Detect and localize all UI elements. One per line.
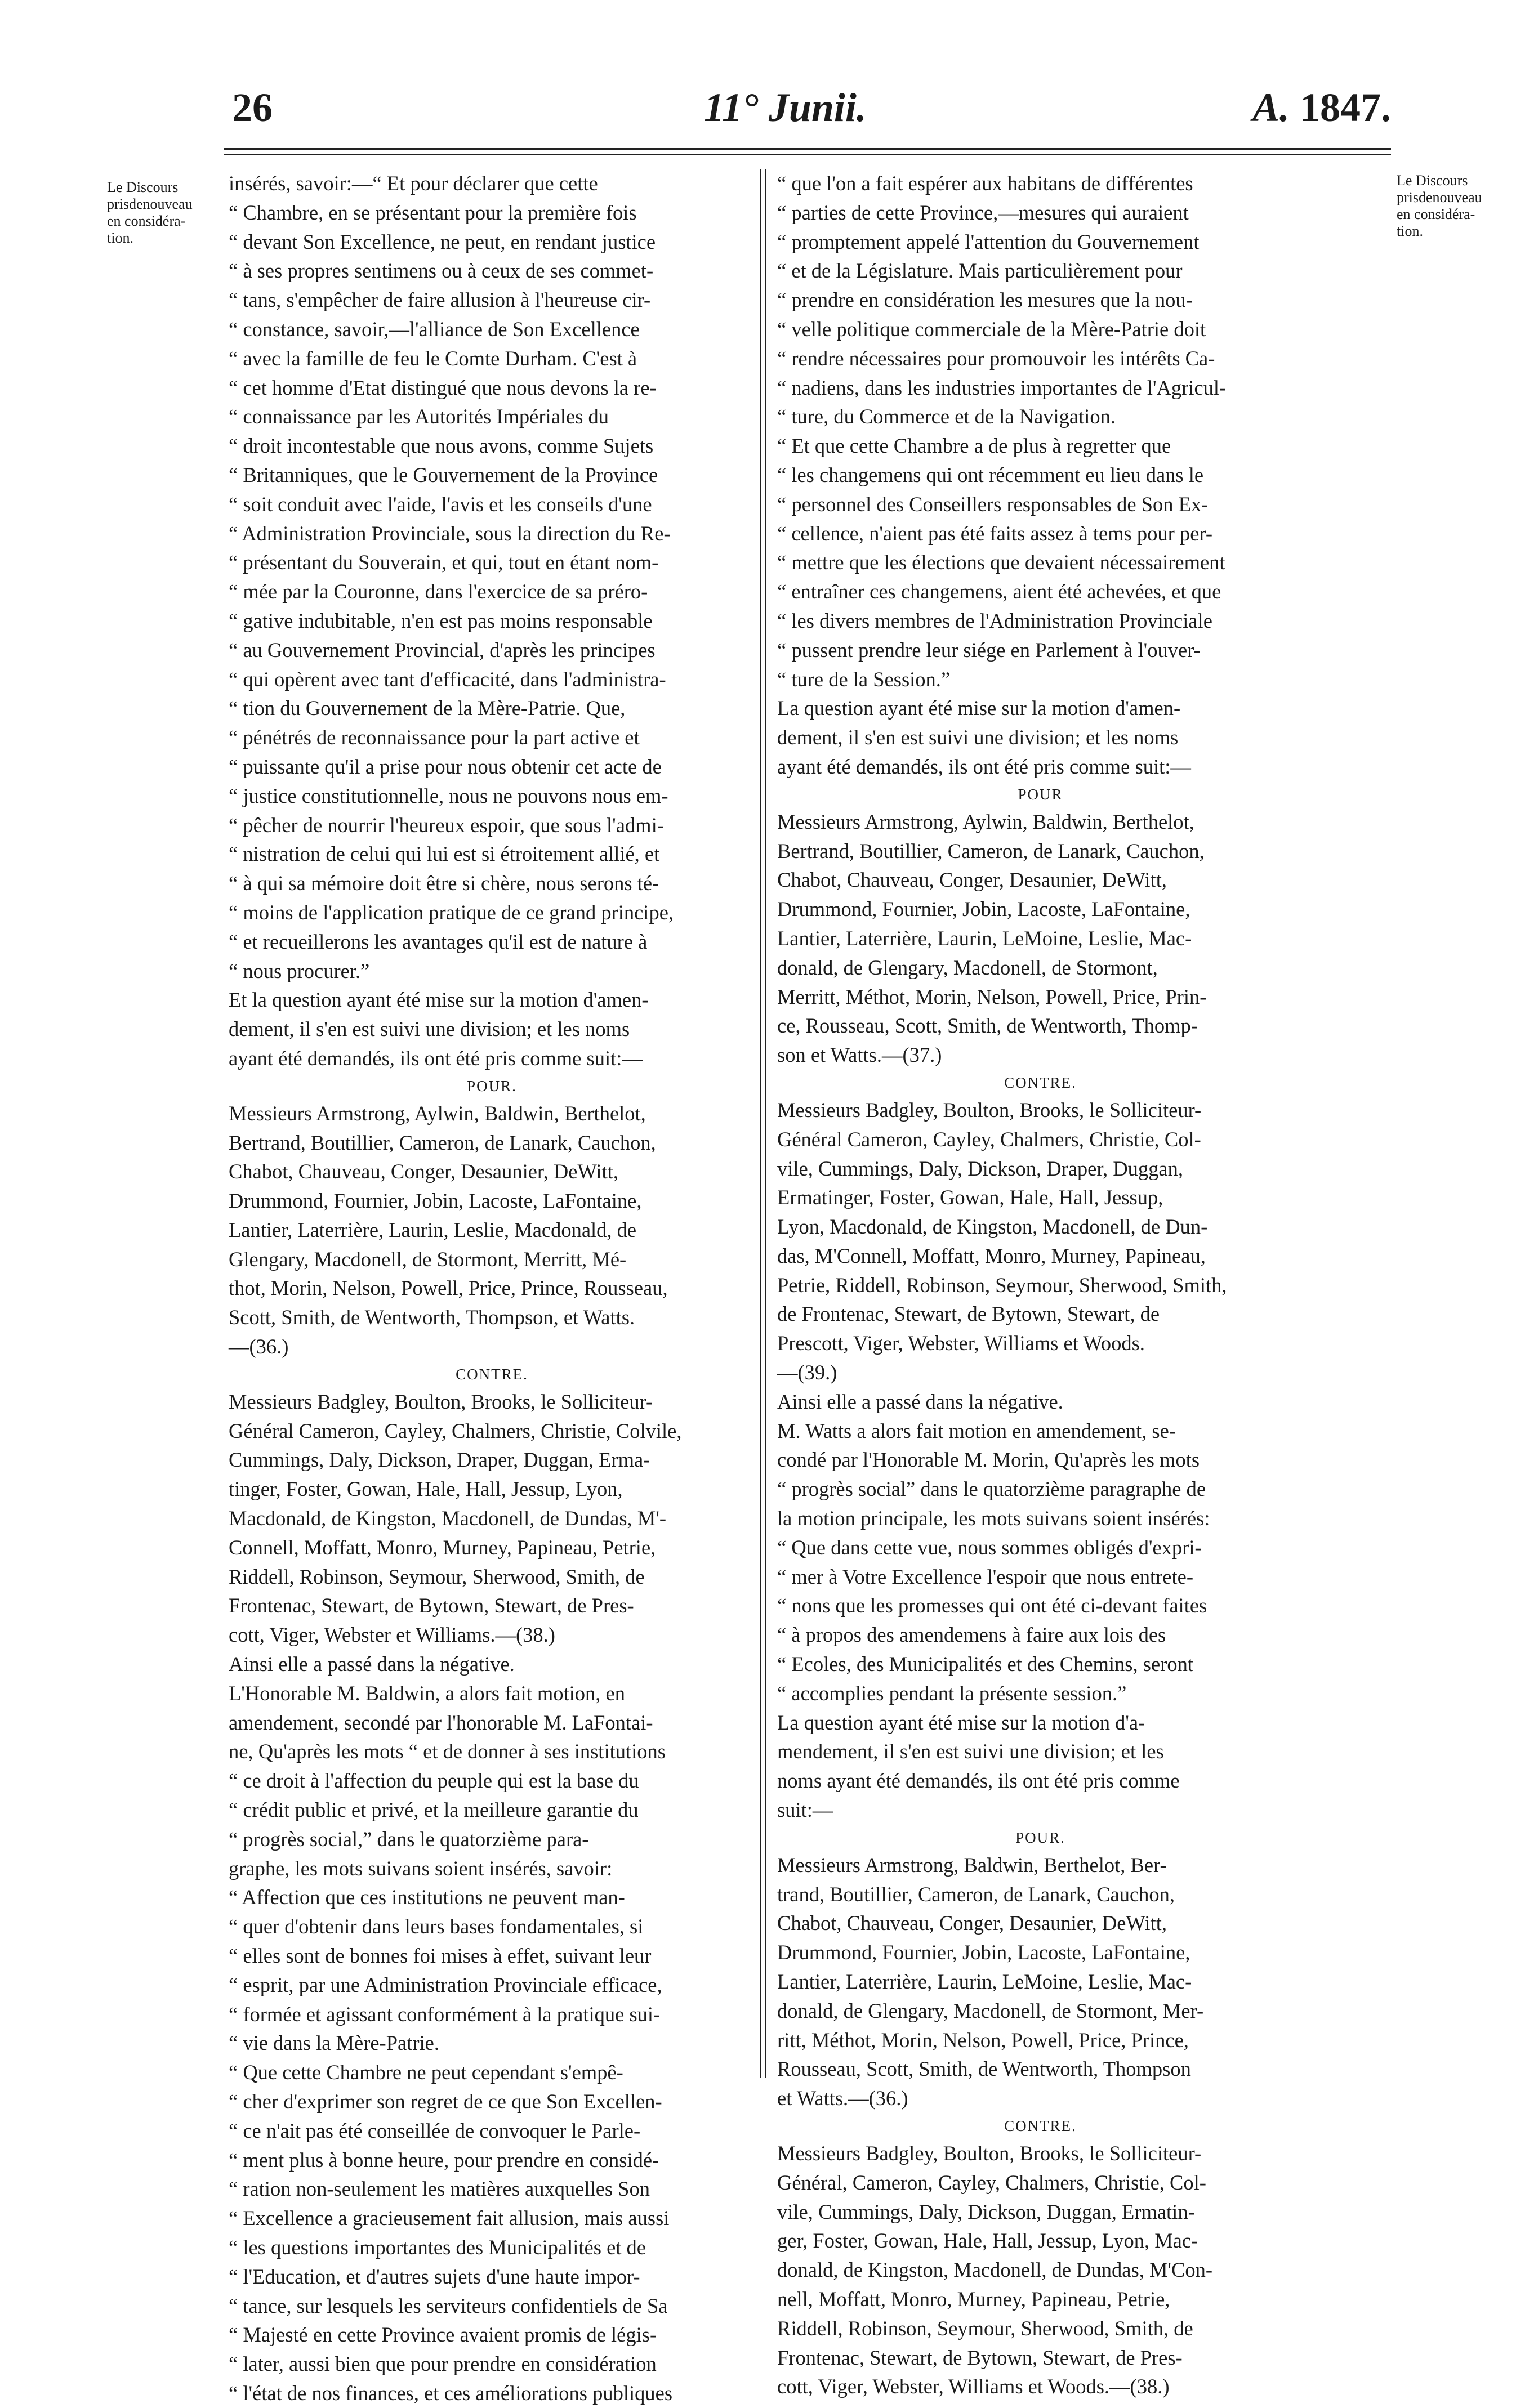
text-line: Ainsi elle a passé dans la négative. xyxy=(777,1390,1063,1413)
text-line: “ parties de cette Province,—mesures qui auraient xyxy=(777,200,1189,224)
text-line: “ Que dans cette vue, nous sommes obligés d'expri- xyxy=(777,1535,1202,1559)
text-line: “ cet homme d'Etat distingué que nous devons la re- xyxy=(229,376,657,399)
text-line: Petrie, Riddell, Robinson, Seymour, Sherwood, Smith, xyxy=(777,1273,1227,1297)
text-line: “ quer d'obtenir dans leurs bases fondamentales, si xyxy=(229,1915,644,1938)
header-year xyxy=(1252,84,1391,131)
text-line: Bertrand, Boutillier, Cameron, de Lanark, Cauchon, xyxy=(777,839,1205,863)
text-line: Ermatinger, Foster, Gowan, Hale, Hall, Jessup, xyxy=(777,1186,1163,1209)
text-line: “ velle politique commerciale de la Mère-Patrie doit xyxy=(777,317,1206,341)
text-line: Messieurs Armstrong, Aylwin, Baldwin, Berthelot, xyxy=(777,810,1194,833)
text-line: POUR xyxy=(1018,785,1063,803)
text-line: donald, de Kingston, Macdonell, de Dundas, M'Con- xyxy=(777,2258,1212,2282)
text-line: Glengary, Macdonell, de Stormont, Merritt, Mé- xyxy=(229,1247,627,1271)
text-line: La question ayant été mise sur la motion d'a- xyxy=(777,1710,1145,1734)
text-line: “ ment plus à bonne heure, pour prendre en considé- xyxy=(229,2148,659,2172)
text-line: L'Honorable M. Baldwin, a alors fait motion, en xyxy=(229,1681,625,1705)
text-line: “ progrès social” dans le quatorzième paragraphe de xyxy=(777,1477,1206,1501)
text-line: Lantier, Laterrière, Laurin, LeMoine, Leslie, Mac- xyxy=(777,926,1192,950)
text-line: “ Britanniques, que le Gouvernement de la Province xyxy=(229,463,658,486)
text-line: Cummings, Daly, Dickson, Draper, Duggan, Erma- xyxy=(229,1448,650,1472)
text-line: “ personnel des Conseillers responsables de Son Ex- xyxy=(777,492,1209,516)
text-line: suit:— xyxy=(777,1798,833,1822)
text-line: CONTRE. xyxy=(456,1365,528,1383)
text-line: “ promptement appelé l'attention du Gouvernement xyxy=(777,230,1200,253)
text-line: “ Que cette Chambre ne peut cependant s'empê- xyxy=(229,2061,623,2084)
text-line: vile, Cummings, Daly, Dickson, Draper, Duggan, xyxy=(777,1156,1183,1180)
column-divider xyxy=(760,169,761,2078)
text-line: son et Watts.—(37.) xyxy=(777,1043,942,1067)
text-line: Drummond, Fournier, Jobin, Lacoste, LaFontaine, xyxy=(777,897,1190,921)
text-line: dement, il s'en est suivi une division; et les noms xyxy=(229,1017,630,1041)
text-line: Prescott, Viger, Webster, Williams et Woods. xyxy=(777,1332,1145,1355)
text-line: POUR. xyxy=(1015,1829,1065,1846)
text-line: “ à propos des amendemens à faire aux lois des xyxy=(777,1623,1166,1647)
text-line: condé par l'Honorable M. Morin, Qu'après les mots xyxy=(777,1448,1200,1472)
text-line: Frontenac, Stewart, de Bytown, Stewart, de Pres- xyxy=(777,2346,1183,2369)
text-line: “ droit incontestable que nous avons, comme Sujets xyxy=(229,434,654,458)
text-line: Général Cameron, Cayley, Chalmers, Christie, Colvile, xyxy=(229,1419,682,1442)
text-line: “ progrès social,” dans le quatorzième para- xyxy=(229,1827,589,1851)
text-line: “ tans, s'empêcher de faire allusion à l'heureuse cir- xyxy=(229,288,651,312)
text-line: “ esprit, par une Administration Provinciale efficace, xyxy=(229,1973,662,1996)
text-line: tinger, Foster, Gowan, Hale, Hall, Jessup, Lyon, xyxy=(229,1477,623,1501)
text-line: Chabot, Chauveau, Conger, Desaunier, DeWitt, xyxy=(229,1160,618,1183)
header-year-value: 1847. xyxy=(1300,85,1391,130)
text-line: Ainsi elle a passé dans la négative. xyxy=(229,1652,515,1676)
text-line: “ Majesté en cette Province avaient promis de légis- xyxy=(229,2323,657,2347)
text-line: “ avec la famille de feu le Comte Durham. C'est à xyxy=(229,346,637,370)
text-line: “ les changemens qui ont récemment eu lieu dans le xyxy=(777,463,1204,486)
text-line: “ formée et agissant conformément à la pratique sui- xyxy=(229,2002,661,2026)
text-line: “ à ses propres sentimens ou à ceux de ses commet- xyxy=(229,259,654,283)
text-line: CONTRE. xyxy=(1004,1074,1077,1091)
text-line: “ cher d'exprimer son regret de ce que Son Excellen- xyxy=(229,2090,662,2113)
text-line: “ tance, sur lesquels les serviteurs confidentiels de Sa xyxy=(229,2294,668,2317)
text-line: “ elles sont de bonnes foi mises à effet, suivant leur xyxy=(229,1944,652,1968)
text-line: insérés, savoir:—“ Et pour déclarer que cette xyxy=(229,172,598,195)
text-line: “ ce droit à l'affection du peuple qui est la base du xyxy=(229,1769,639,1793)
text-line: de Frontenac, Stewart, de Bytown, Stewart, de xyxy=(777,1302,1160,1326)
text-line: et Watts.—(36.) xyxy=(777,2087,908,2110)
text-line: “ l'Education, et d'autres sujets d'une haute impor- xyxy=(229,2264,640,2288)
text-line: ne, Qu'après les mots “ et de donner à ses institutions xyxy=(229,1740,666,1763)
text-line: Messieurs Badgley, Boulton, Brooks, le Solliciteur- xyxy=(229,1390,653,1413)
header-rule-thick xyxy=(224,148,1391,150)
text-line: “ later, aussi bien que pour prendre en considération xyxy=(229,2352,657,2376)
text-line: Drummond, Fournier, Jobin, Lacoste, LaFontaine, xyxy=(777,1941,1190,1964)
text-line: “ mer à Votre Excellence l'espoir que nous entrete- xyxy=(777,1565,1193,1588)
text-line: Lyon, Macdonald, de Kingston, Macdonell, de Dun- xyxy=(777,1215,1208,1239)
text-line: Général Cameron, Cayley, Chalmers, Christie, Col- xyxy=(777,1127,1201,1151)
text-line: “ rendre nécessaires pour promouvoir les intérêts Ca- xyxy=(777,346,1215,370)
text-line: Messieurs Armstrong, Baldwin, Berthelot, Ber- xyxy=(777,1853,1167,1877)
text-line: “ Affection que ces institutions ne peuvent man- xyxy=(229,1886,625,1909)
text-line: “ devant Son Excellence, ne peut, en rendant justice xyxy=(229,230,656,253)
header-year-prefix: A. xyxy=(1252,85,1290,130)
text-line: “ qui opèrent avec tant d'efficacité, dans l'administra- xyxy=(229,667,666,691)
text-line: “ pénétrés de reconnaissance pour la part active et xyxy=(229,726,640,749)
text-line: ayant été demandés, ils ont été pris comme suit:— xyxy=(777,754,1191,778)
text-line: vile, Cummings, Daly, Dickson, Duggan, Ermatin- xyxy=(777,2200,1195,2223)
text-line: “ pussent prendre leur siége en Parlement à l'ouver- xyxy=(777,638,1201,662)
text-line: noms ayant été demandés, ils ont été pris comme xyxy=(777,1769,1180,1793)
text-line: “ que l'on a fait espérer aux habitans de différentes xyxy=(777,172,1193,195)
text-line: “ tion du Gouvernement de la Mère-Patrie. Que, xyxy=(229,696,626,720)
text-line: “ nadiens, dans les industries importantes de l'Agricul- xyxy=(777,376,1227,399)
text-line: trand, Boutillier, Cameron, de Lanark, Cauchon, xyxy=(777,1882,1175,1906)
text-line: “ Ecoles, des Municipalités et des Chemins, seront xyxy=(777,1652,1193,1676)
text-line: “ crédit public et privé, et la meilleure garantie du xyxy=(229,1798,639,1822)
text-line: cott, Viger, Webster et Williams.—(38.) xyxy=(229,1623,555,1647)
right-column xyxy=(777,169,1304,2401)
left-column xyxy=(229,169,755,2408)
text-line: “ accomplies pendant la présente session.” xyxy=(777,1681,1127,1705)
text-line: “ pêcher de nourrir l'heureux espoir, que sous l'admi- xyxy=(229,813,664,837)
text-line: Riddell, Robinson, Seymour, Sherwood, Smith, de xyxy=(229,1565,645,1588)
text-line: POUR. xyxy=(467,1077,517,1094)
text-line: dement, il s'en est suivi une division; et les noms xyxy=(777,726,1179,749)
text-line: ce, Rousseau, Scott, Smith, de Wentworth, Thomp- xyxy=(777,1014,1198,1038)
text-line: “ cellence, n'aient pas été faits assez à tems pour per- xyxy=(777,521,1212,545)
text-line: “ moins de l'application pratique de ce grand principe, xyxy=(229,900,674,924)
page-header xyxy=(225,84,1391,152)
text-line: La question ayant été mise sur la motion d'amen- xyxy=(777,696,1181,720)
text-line: “ les divers membres de l'Administration Provinciale xyxy=(777,609,1212,632)
text-line: “ connaissance par les Autorités Impériales du xyxy=(229,405,609,428)
text-line: “ au Gouvernement Provincial, d'après les principes xyxy=(229,638,656,662)
text-line: Messieurs Badgley, Boulton, Brooks, le Solliciteur- xyxy=(777,1098,1202,1122)
text-line: das, M'Connell, Moffatt, Monro, Murney, Papineau, xyxy=(777,1244,1206,1267)
text-line: Rousseau, Scott, Smith, de Wentworth, Thompson xyxy=(777,2057,1191,2081)
text-line: donald, de Glengary, Macdonell, de Stormont, xyxy=(777,955,1158,979)
text-line: ayant été demandés, ils ont été pris comme suit:— xyxy=(229,1046,643,1070)
text-line: mendement, il s'en est suivi une division; et les xyxy=(777,1740,1164,1763)
text-line: “ Chambre, en se présentant pour la première fois xyxy=(229,200,637,224)
text-line: “ ture de la Session.” xyxy=(777,667,951,691)
sidenote-right: Le Discours prisdenouveau en considéra-tion. xyxy=(1397,172,1482,239)
text-line: cott, Viger, Webster, Williams et Woods.—(38.) xyxy=(777,2375,1170,2398)
text-line: “ entraîner ces changemens, aient été achevées, et que xyxy=(777,580,1221,604)
text-line: ger, Foster, Gowan, Hale, Hall, Jessup, Lyon, Mac- xyxy=(777,2229,1198,2253)
text-line: Chabot, Chauveau, Conger, Desaunier, DeWitt, xyxy=(777,868,1167,892)
text-line: amendement, secondé par l'honorable M. LaFontai- xyxy=(229,1710,653,1734)
text-line: nell, Moffatt, Monro, Murney, Papineau, Petrie, xyxy=(777,2287,1170,2311)
text-line: Connell, Moffatt, Monro, Murney, Papineau, Petrie, xyxy=(229,1535,656,1559)
text-line: Chabot, Chauveau, Conger, Desaunier, DeWitt, xyxy=(777,1911,1167,1935)
text-line: “ gative indubitable, n'en est pas moins responsable xyxy=(229,609,653,632)
text-line: “ nons que les promesses qui ont été ci-devant faites xyxy=(777,1594,1207,1618)
text-line: “ et de la Législature. Mais particulièrement pour xyxy=(777,259,1183,283)
sidenote-left: Le Discours prisdenouveau en considéra-tion. xyxy=(107,179,193,246)
text-line: “ mée par la Couronne, dans l'exercice de sa préro- xyxy=(229,580,648,604)
text-line: “ les questions importantes des Municipalités et de xyxy=(229,2235,646,2259)
text-line: “ nistration de celui qui lui est si étroitement allié, et xyxy=(229,842,660,866)
text-line: M. Watts a alors fait motion en amendement, se- xyxy=(777,1419,1176,1442)
text-line: donald, de Glengary, Macdonell, de Stormont, Mer- xyxy=(777,1999,1204,2022)
text-line: “ vie dans la Mère-Patrie. xyxy=(229,2031,439,2055)
text-line: Merritt, Méthot, Morin, Nelson, Powell, Price, Prin- xyxy=(777,985,1207,1008)
text-line: “ constance, savoir,—l'alliance de Son Excellence xyxy=(229,317,640,341)
text-line: CONTRE. xyxy=(1004,2117,1077,2134)
text-line: “ à qui sa mémoire doit être si chère, nous serons té- xyxy=(229,872,659,895)
text-line: “ l'état de nos finances, et ces améliorations publiques xyxy=(229,2381,673,2405)
text-line: graphe, les mots suivans soient insérés, savoir: xyxy=(229,1856,613,1880)
text-line: ritt, Méthot, Morin, Nelson, Powell, Price, Prince, xyxy=(777,2028,1189,2052)
text-line: Lantier, Laterrière, Laurin, Leslie, Macdonald, de xyxy=(229,1218,637,1241)
text-line: “ mettre que les élections que devaient nécessairement xyxy=(777,551,1225,574)
text-line: —(36.) xyxy=(229,1335,289,1359)
text-line: “ nous procurer.” xyxy=(229,959,370,982)
text-line: thot, Morin, Nelson, Powell, Price, Prince, Rousseau, xyxy=(229,1276,668,1300)
text-line: la motion principale, les mots suivans soient insérés: xyxy=(777,1507,1210,1530)
text-line: “ Administration Provinciale, sous la direction du Re- xyxy=(229,521,671,545)
text-line: “ Excellence a gracieusement fait allusion, mais aussi xyxy=(229,2206,670,2230)
text-line: Messieurs Armstrong, Aylwin, Baldwin, Berthelot, xyxy=(229,1101,646,1125)
text-line: Lantier, Laterrière, Laurin, LeMoine, Leslie, Mac- xyxy=(777,1970,1192,1994)
text-line: “ justice constitutionnelle, nous ne pouvons nous em- xyxy=(229,784,668,807)
header-rule-thin xyxy=(224,154,1391,155)
text-line: “ ce n'ait pas été conseillée de convoquer le Parle- xyxy=(229,2119,641,2142)
text-line: Et la question ayant été mise sur la motion d'amen- xyxy=(229,988,649,1012)
text-line: “ soit conduit avec l'aide, l'avis et les conseils d'une xyxy=(229,492,652,516)
text-line: “ et recueillerons les avantages qu'il est de nature à xyxy=(229,930,648,953)
text-line: “ Et que cette Chambre a de plus à regretter que xyxy=(777,434,1171,458)
text-line: Macdonald, de Kingston, Macdonell, de Dundas, M'- xyxy=(229,1507,666,1530)
text-line: “ prendre en considération les mesures que la nou- xyxy=(777,288,1193,312)
text-line: Scott, Smith, de Wentworth, Thompson, et Watts. xyxy=(229,1306,635,1329)
text-line: “ ration non-seulement les matières auxquelles Son xyxy=(229,2177,650,2201)
header-date: 11° Junii. xyxy=(704,85,867,130)
text-line: Riddell, Robinson, Seymour, Sherwood, Smith, de xyxy=(777,2316,1193,2340)
text-line: Bertrand, Boutillier, Cameron, de Lanark, Cauchon, xyxy=(229,1131,656,1154)
text-line: Messieurs Badgley, Boulton, Brooks, le Solliciteur- xyxy=(777,2142,1202,2165)
column-divider xyxy=(765,169,766,2078)
text-line: —(39.) xyxy=(777,1361,837,1384)
text-line: “ présentant du Souverain, et qui, tout en étant nom- xyxy=(229,551,659,574)
text-line: Frontenac, Stewart, de Bytown, Stewart, de Pres- xyxy=(229,1594,634,1618)
text-line: Drummond, Fournier, Jobin, Lacoste, LaFontaine, xyxy=(229,1189,642,1213)
text-line: “ ture, du Commerce et de la Navigation. xyxy=(777,405,1116,428)
page-number: 26 xyxy=(232,85,273,130)
text-line: “ puissante qu'il a prise pour nous obtenir cet acte de xyxy=(229,754,662,778)
text-line: Général, Cameron, Cayley, Chalmers, Christie, Col- xyxy=(777,2170,1206,2194)
